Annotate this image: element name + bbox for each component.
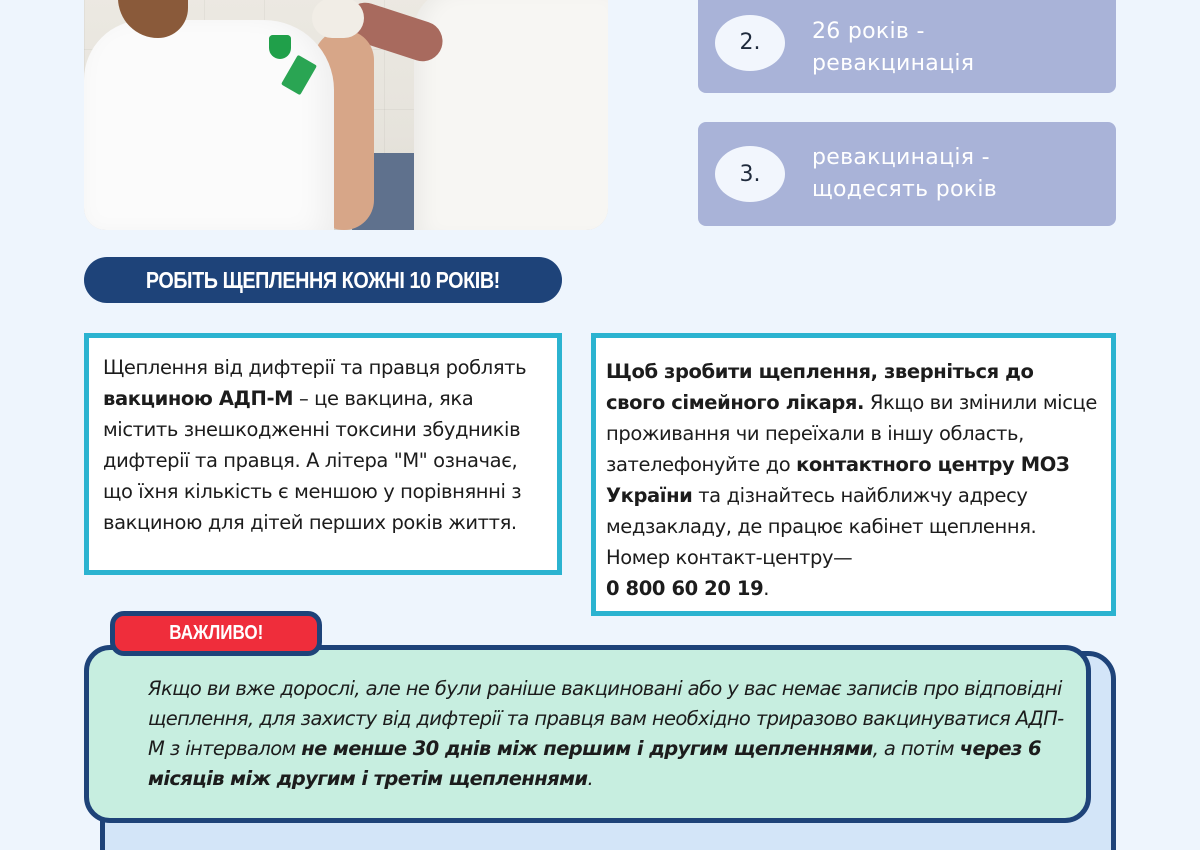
shirt-logo-icon (269, 35, 291, 59)
photo-glove (312, 0, 364, 38)
step-text-line1: 26 років - (812, 18, 925, 44)
info-box-vaccine (84, 333, 562, 575)
info-box-contact (591, 333, 1116, 616)
step-card-3 (698, 122, 1116, 226)
step-text (812, 16, 974, 80)
step-text-line2: ревакцинація (812, 50, 975, 76)
step-number: 3. (715, 146, 785, 202)
info-text: Якщо ви змінили місце проживання чи переїхали в іншу область, зателефонуйте до (606, 391, 1097, 476)
vaccination-photo (84, 0, 608, 230)
step-text-line1: ревакцинація - (812, 145, 990, 170)
headline-banner (84, 257, 562, 303)
important-bold-interval-2: через 6 місяців між другим і третім щепленнями (148, 737, 1041, 790)
info-text: Щеплення від дифтерії та правця роблять (103, 356, 527, 379)
important-label-text: ВАЖЛИВО! (169, 622, 263, 644)
step-text (812, 142, 997, 206)
important-label (110, 611, 322, 656)
info-text: – це вакцина, яка містить знешкодженні токсини збудників дифтерії та правця. А літера "М" означає, що їхня кількість є меншою у порівнянні з вакциною для дітей перших років життя. (103, 387, 522, 534)
step-text-line2: щодесять років (812, 177, 998, 202)
important-text (148, 674, 1078, 794)
headline-text: РОБІТЬ ЩЕПЛЕННЯ КОЖНІ 10 РОКІВ! (145, 266, 501, 293)
info-bold-contact-center: контактного центру МОЗ України (606, 453, 1070, 507)
photo-doctor (414, 0, 608, 230)
info-bold-doctor: Щоб зробити щеплення, зверніться до свого сімейного лікаря. (606, 360, 1034, 414)
info-text: та дізнайтесь найближчу адресу медзакладу, де працює кабінет щеплення. Номер контакт-центру— (606, 484, 1037, 569)
important-bold-interval-1: не менше 30 днів між першим і другим щепленнями (301, 737, 873, 760)
info-bold-vaccine-name: вакциною АДП-М (103, 387, 294, 410)
step-card-2 (698, 0, 1116, 93)
phone-number[interactable]: 0 800 60 20 19 (606, 577, 764, 600)
important-text-part: . (587, 767, 594, 790)
important-text-part: Якщо ви вже дорослі, але не були раніше вакциновані або у вас немає записів про відповідні щеплення, для захисту від дифтерії та правця вам необхідно триразово вакцинуватися АДП-М з інтервалом (148, 677, 1064, 760)
important-text-part: , а потім (872, 737, 960, 760)
photo-patient-shirt (84, 20, 334, 230)
step-number: 2. (715, 15, 785, 71)
info-text: . (763, 577, 770, 600)
